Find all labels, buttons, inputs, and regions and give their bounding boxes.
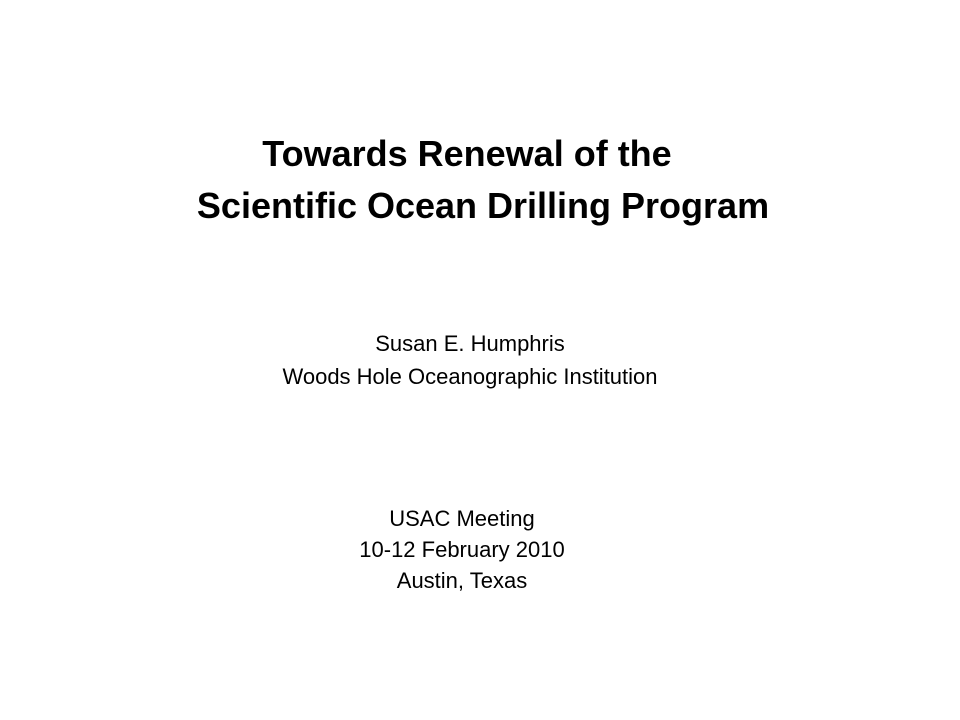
- meeting-dates: 10-12 February 2010: [359, 537, 565, 562]
- author-block: [0, 327, 940, 393]
- author-name: Susan E. Humphris: [375, 331, 565, 356]
- meeting-block: [0, 503, 924, 596]
- author-affiliation: Woods Hole Oceanographic Institution: [282, 364, 658, 389]
- title-line-2: Scientific Ocean Drilling Program: [196, 185, 770, 226]
- slide-title: [0, 128, 960, 232]
- meeting-location: Austin, Texas: [396, 568, 528, 593]
- meeting-name: USAC Meeting: [389, 506, 535, 531]
- title-line-1: Towards Renewal of the: [262, 133, 672, 174]
